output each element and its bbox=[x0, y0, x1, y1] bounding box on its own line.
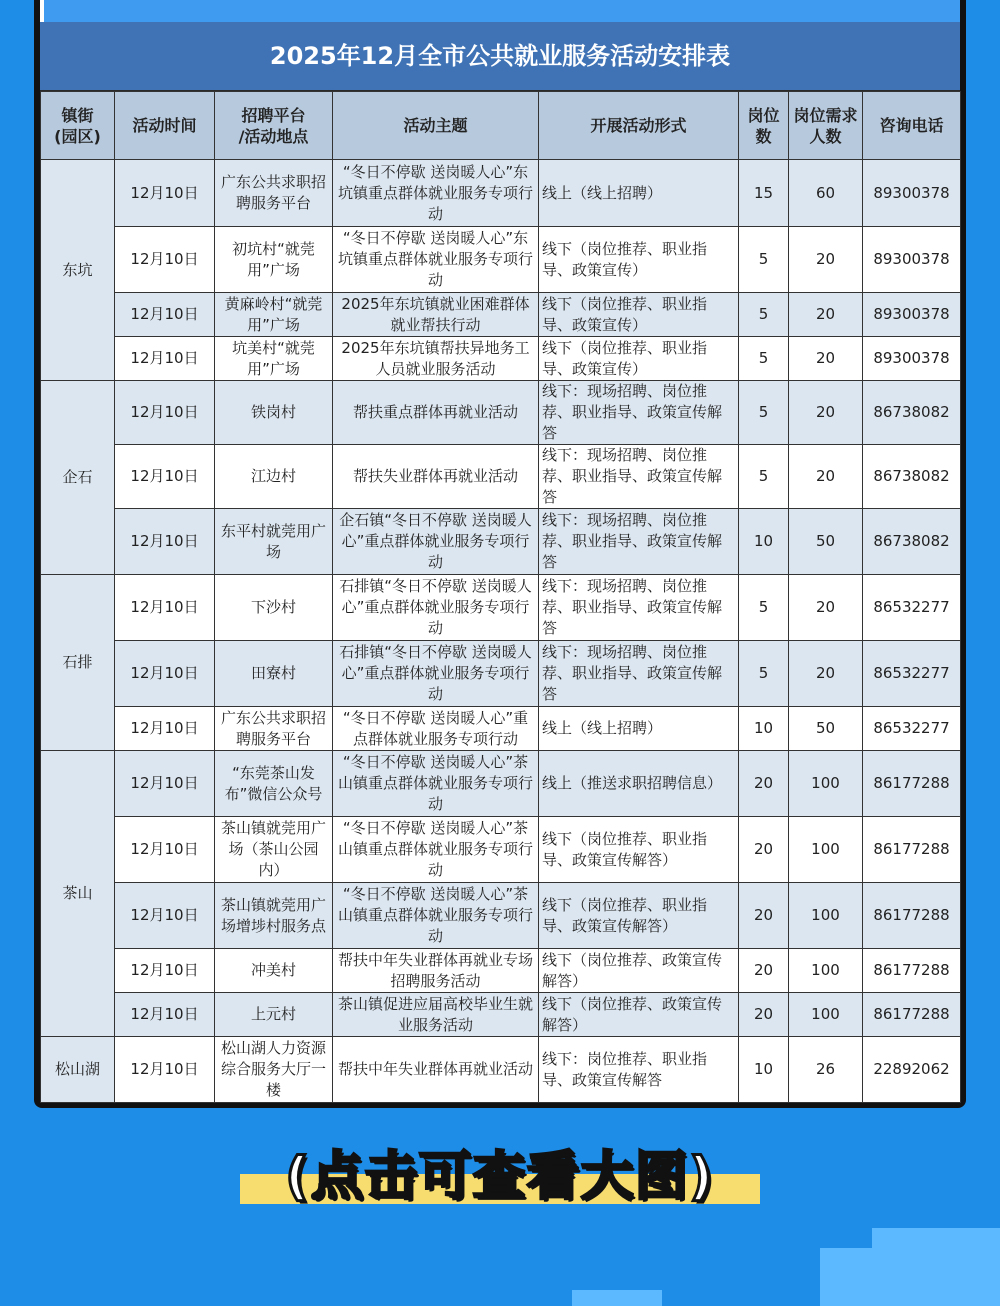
theme-cell: 茶山镇促进应届高校毕业生就业服务活动 bbox=[333, 993, 539, 1037]
theme-cell: “冬日不停歇 送岗暖人心”茶山镇重点群体就业服务专项行动 bbox=[333, 751, 539, 817]
form-cell: 线上（线上招聘） bbox=[539, 160, 739, 227]
phone-cell: 89300378 bbox=[863, 337, 961, 381]
theme-cell: 帮扶中年失业群体再就业专场招聘服务活动 bbox=[333, 949, 539, 993]
jobs-cell: 20 bbox=[739, 817, 789, 883]
place-cell: “东莞茶山发布”微信公众号 bbox=[215, 751, 333, 817]
form-cell: 线下（岗位推荐、职业指导、政策宣传） bbox=[539, 227, 739, 293]
date-cell: 12月10日 bbox=[115, 445, 215, 509]
header-form: 开展活动形式 bbox=[539, 92, 739, 160]
date-cell: 12月10日 bbox=[115, 707, 215, 751]
phone-cell: 86532277 bbox=[863, 575, 961, 641]
jobs-cell: 5 bbox=[739, 641, 789, 707]
jobs-cell: 10 bbox=[739, 707, 789, 751]
header-row bbox=[41, 92, 961, 160]
theme-cell: 帮扶重点群体再就业活动 bbox=[333, 381, 539, 445]
jobs-cell: 20 bbox=[739, 751, 789, 817]
table-row bbox=[41, 641, 961, 707]
table-row bbox=[41, 160, 961, 227]
theme-cell: 2025年东坑镇帮扶异地务工人员就业服务活动 bbox=[333, 337, 539, 381]
phone-cell: 89300378 bbox=[863, 227, 961, 293]
header-place: 招聘平台 /活动地点 bbox=[215, 92, 333, 160]
date-cell: 12月10日 bbox=[115, 817, 215, 883]
table-row bbox=[41, 575, 961, 641]
theme-cell: “冬日不停歇 送岗暖人心”茶山镇重点群体就业服务专项行动 bbox=[333, 817, 539, 883]
place-cell: 茶山镇就莞用广场增埗村服务点 bbox=[215, 883, 333, 949]
form-cell: 线上（线上招聘） bbox=[539, 707, 739, 751]
town-cell: 松山湖 bbox=[41, 1037, 115, 1103]
phone-cell: 89300378 bbox=[863, 293, 961, 337]
phone-cell: 89300378 bbox=[863, 160, 961, 227]
header-date: 活动时间 bbox=[115, 92, 215, 160]
theme-cell: 企石镇“冬日不停歇 送岗暖人心”重点群体就业服务专项行动 bbox=[333, 509, 539, 575]
town-cell: 石排 bbox=[41, 575, 115, 751]
date-cell: 12月10日 bbox=[115, 337, 215, 381]
phone-cell: 86177288 bbox=[863, 883, 961, 949]
town-cell: 企石 bbox=[41, 381, 115, 575]
date-cell: 12月10日 bbox=[115, 227, 215, 293]
form-cell: 线下：现场招聘、岗位推荐、职业指导、政策宣传解答 bbox=[539, 509, 739, 575]
place-cell: 初坑村“就莞用”广场 bbox=[215, 227, 333, 293]
table-row bbox=[41, 509, 961, 575]
header-town: 镇街 (园区) bbox=[41, 92, 115, 160]
phone-cell: 86738082 bbox=[863, 509, 961, 575]
place-cell: 上元村 bbox=[215, 993, 333, 1037]
theme-cell: “冬日不停歇 送岗暖人心”重点群体就业服务专项行动 bbox=[333, 707, 539, 751]
theme-cell: 石排镇“冬日不停歇 送岗暖人心”重点群体就业服务专项行动 bbox=[333, 641, 539, 707]
form-cell: 线下（岗位推荐、职业指导、政策宣传解答） bbox=[539, 883, 739, 949]
date-cell: 12月10日 bbox=[115, 381, 215, 445]
theme-cell: 帮扶中年失业群体再就业活动 bbox=[333, 1037, 539, 1103]
table-row bbox=[41, 817, 961, 883]
place-cell: 坑美村“就莞用”广场 bbox=[215, 337, 333, 381]
jobs-cell: 5 bbox=[739, 293, 789, 337]
jobs-cell: 20 bbox=[739, 993, 789, 1037]
theme-cell: 2025年东坑镇就业困难群体就业帮扶行动 bbox=[333, 293, 539, 337]
table-row bbox=[41, 227, 961, 293]
people-cell: 100 bbox=[789, 993, 863, 1037]
people-cell: 20 bbox=[789, 381, 863, 445]
phone-cell: 86177288 bbox=[863, 993, 961, 1037]
people-cell: 20 bbox=[789, 445, 863, 509]
jobs-cell: 10 bbox=[739, 1037, 789, 1103]
form-cell: 线下（岗位推荐、职业指导、政策宣传解答） bbox=[539, 817, 739, 883]
place-cell: 茶山镇就莞用广场（茶山公园内） bbox=[215, 817, 333, 883]
table-row bbox=[41, 707, 961, 751]
table-row bbox=[41, 993, 961, 1037]
people-cell: 100 bbox=[789, 817, 863, 883]
schedule-document bbox=[40, 22, 960, 1099]
jobs-cell: 5 bbox=[739, 337, 789, 381]
phone-cell: 86177288 bbox=[863, 949, 961, 993]
header-phone: 咨询电话 bbox=[863, 92, 961, 160]
form-cell: 线下（岗位推荐、政策宣传解答） bbox=[539, 993, 739, 1037]
phone-cell: 86532277 bbox=[863, 707, 961, 751]
date-cell: 12月10日 bbox=[115, 949, 215, 993]
jobs-cell: 5 bbox=[739, 445, 789, 509]
view-large-image-button[interactable] bbox=[240, 1142, 760, 1212]
people-cell: 100 bbox=[789, 751, 863, 817]
schedule-table bbox=[40, 91, 961, 1103]
place-cell: 铁岗村 bbox=[215, 381, 333, 445]
place-cell: 广东公共求职招聘服务平台 bbox=[215, 707, 333, 751]
theme-cell: 石排镇“冬日不停歇 送岗暖人心”重点群体就业服务专项行动 bbox=[333, 575, 539, 641]
pixel-block bbox=[820, 1248, 1000, 1306]
place-cell: 冲美村 bbox=[215, 949, 333, 993]
form-cell: 线下：现场招聘、岗位推荐、职业指导、政策宣传解答 bbox=[539, 381, 739, 445]
form-cell: 线下（岗位推荐、职业指导、政策宣传） bbox=[539, 293, 739, 337]
phone-cell: 86177288 bbox=[863, 817, 961, 883]
theme-cell: “冬日不停歇 送岗暖人心”东坑镇重点群体就业服务专项行动 bbox=[333, 227, 539, 293]
form-cell: 线下：现场招聘、岗位推荐、职业指导、政策宣传解答 bbox=[539, 641, 739, 707]
pixel-block bbox=[872, 1228, 1000, 1248]
place-cell: 东平村就莞用广场 bbox=[215, 509, 333, 575]
town-cell: 茶山 bbox=[41, 751, 115, 1037]
people-cell: 20 bbox=[789, 293, 863, 337]
people-cell: 100 bbox=[789, 949, 863, 993]
table-row bbox=[41, 1037, 961, 1103]
form-cell: 线下：现场招聘、岗位推荐、职业指导、政策宣传解答 bbox=[539, 575, 739, 641]
theme-cell: “冬日不停歇 送岗暖人心”东坑镇重点群体就业服务专项行动 bbox=[333, 160, 539, 227]
form-cell: 线下：现场招聘、岗位推荐、职业指导、政策宣传解答 bbox=[539, 445, 739, 509]
header-people: 岗位需求人数 bbox=[789, 92, 863, 160]
table-row bbox=[41, 381, 961, 445]
date-cell: 12月10日 bbox=[115, 641, 215, 707]
header-jobs: 岗位数 bbox=[739, 92, 789, 160]
form-cell: 线下：岗位推荐、职业指导、政策宣传解答 bbox=[539, 1037, 739, 1103]
theme-cell: 帮扶失业群体再就业活动 bbox=[333, 445, 539, 509]
form-cell: 线上（推送求职招聘信息） bbox=[539, 751, 739, 817]
cta-label: (点击可查看大图) bbox=[285, 1147, 715, 1207]
people-cell: 20 bbox=[789, 575, 863, 641]
phone-cell: 86532277 bbox=[863, 641, 961, 707]
jobs-cell: 5 bbox=[739, 227, 789, 293]
header-theme: 活动主题 bbox=[333, 92, 539, 160]
table-row bbox=[41, 751, 961, 817]
jobs-cell: 5 bbox=[739, 575, 789, 641]
jobs-cell: 15 bbox=[739, 160, 789, 227]
form-cell: 线下（岗位推荐、政策宣传解答） bbox=[539, 949, 739, 993]
place-cell: 松山湖人力资源综合服务大厅一楼 bbox=[215, 1037, 333, 1103]
people-cell: 50 bbox=[789, 509, 863, 575]
jobs-cell: 20 bbox=[739, 949, 789, 993]
table-title: 2025年12月全市公共就业服务活动安排表 bbox=[40, 22, 960, 91]
date-cell: 12月10日 bbox=[115, 575, 215, 641]
jobs-cell: 5 bbox=[739, 381, 789, 445]
date-cell: 12月10日 bbox=[115, 160, 215, 227]
phone-cell: 86177288 bbox=[863, 751, 961, 817]
place-cell: 江边村 bbox=[215, 445, 333, 509]
table-row bbox=[41, 949, 961, 993]
table-row bbox=[41, 883, 961, 949]
people-cell: 100 bbox=[789, 883, 863, 949]
date-cell: 12月10日 bbox=[115, 993, 215, 1037]
table-row bbox=[41, 445, 961, 509]
table-row bbox=[41, 293, 961, 337]
phone-cell: 22892062 bbox=[863, 1037, 961, 1103]
town-cell: 东坑 bbox=[41, 160, 115, 381]
date-cell: 12月10日 bbox=[115, 1037, 215, 1103]
phone-cell: 86738082 bbox=[863, 381, 961, 445]
date-cell: 12月10日 bbox=[115, 293, 215, 337]
table-row bbox=[41, 337, 961, 381]
date-cell: 12月10日 bbox=[115, 751, 215, 817]
people-cell: 50 bbox=[789, 707, 863, 751]
date-cell: 12月10日 bbox=[115, 509, 215, 575]
people-cell: 20 bbox=[789, 641, 863, 707]
place-cell: 田寮村 bbox=[215, 641, 333, 707]
jobs-cell: 10 bbox=[739, 509, 789, 575]
people-cell: 26 bbox=[789, 1037, 863, 1103]
form-cell: 线下（岗位推荐、职业指导、政策宣传） bbox=[539, 337, 739, 381]
date-cell: 12月10日 bbox=[115, 883, 215, 949]
phone-cell: 86738082 bbox=[863, 445, 961, 509]
theme-cell: “冬日不停歇 送岗暖人心”茶山镇重点群体就业服务专项行动 bbox=[333, 883, 539, 949]
place-cell: 黄麻岭村“就莞用”广场 bbox=[215, 293, 333, 337]
people-cell: 20 bbox=[789, 337, 863, 381]
jobs-cell: 20 bbox=[739, 883, 789, 949]
place-cell: 广东公共求职招聘服务平台 bbox=[215, 160, 333, 227]
people-cell: 60 bbox=[789, 160, 863, 227]
place-cell: 下沙村 bbox=[215, 575, 333, 641]
people-cell: 20 bbox=[789, 227, 863, 293]
pixel-block bbox=[572, 1290, 662, 1306]
